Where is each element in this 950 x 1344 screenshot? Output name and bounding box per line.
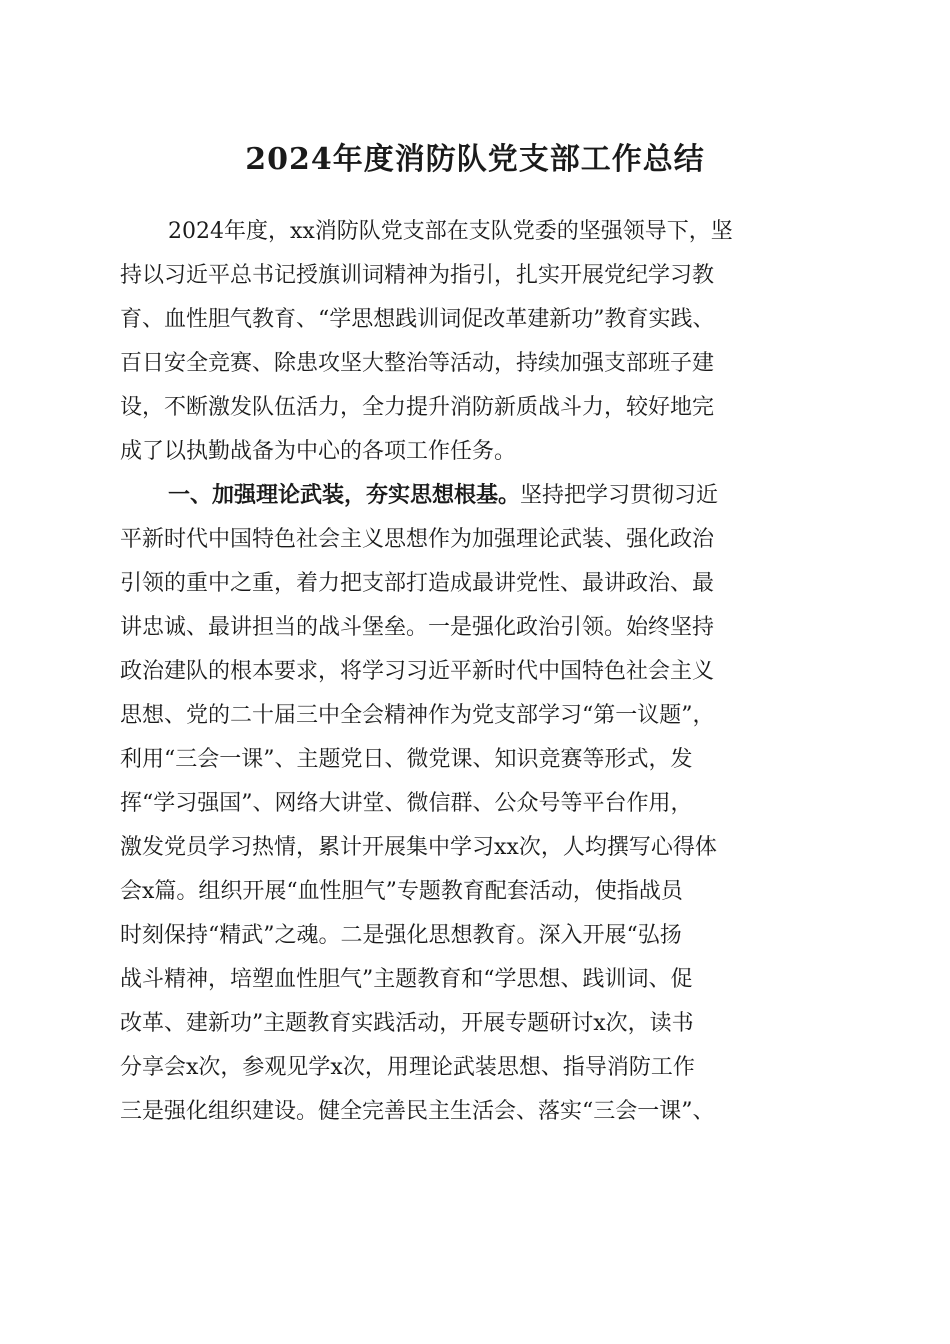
- text-line: 三是强化组织建设。健全完善民主生活会、落实“三会一课”、: [120, 1099, 715, 1124]
- text-line: 成了以执勤战备为中心的各项工作任务。: [120, 439, 517, 464]
- paragraph-section-1: [120, 474, 840, 1134]
- text-line: 激发党员学习热情，累计开展集中学习xx次，人均撰写心得体: [120, 835, 717, 860]
- text-line: 时刻保持“精武”之魂。二是强化思想教育。深入开展“弘扬: [120, 923, 682, 948]
- text-line: 思想、党的二十届三中全会精神作为党支部学习“第一议题”，: [120, 703, 715, 728]
- paragraph-intro: [120, 210, 840, 474]
- text-line: 挥“学习强国”、网络大讲堂、微信群、公众号等平台作用，: [120, 791, 693, 816]
- text-line: 2024年度，xx消防队党支部在支队党委的坚强领导下，坚: [168, 219, 733, 244]
- text-line: 持以习近平总书记授旗训词精神为指引，扎实开展党纪学习教: [120, 263, 715, 288]
- text-line: 百日安全竞赛、除患攻坚大整治等活动，持续加强支部班子建: [120, 351, 715, 376]
- section-heading: 一、加强理论武装，夯实思想根基。: [168, 483, 521, 508]
- text-line: 利用“三会一课”、主题党日、微党课、知识竞赛等形式，发: [120, 747, 693, 772]
- text-line: 引领的重中之重，着力把支部打造成最讲党性、最讲政治、最: [120, 571, 715, 596]
- text-line: 设，不断激发队伍活力，全力提升消防新质战斗力，较好地完: [120, 395, 715, 420]
- text-line: 会x篇。组织开展“血性胆气”专题教育配套活动，使指战员: [120, 879, 683, 904]
- text-line: [120, 474, 840, 518]
- text-line: 战斗精神，培塑血性胆气”主题教育和“学思想、践训词、促: [120, 967, 693, 992]
- document-title: 2024年度消防队党支部工作总结: [245, 142, 705, 177]
- text-line: 育、血性胆气教育、“学思想践训词促改革建新功”教育实践、: [120, 307, 715, 332]
- text-line: 政治建队的根本要求，将学习习近平新时代中国特色社会主义: [120, 659, 715, 684]
- text-line: 改革、建新功”主题教育实践活动，开展专题研讨x次，读书: [120, 1011, 694, 1036]
- section-heading-continuation: 坚持把学习贯彻习近: [520, 483, 719, 508]
- text-line: 分享会x次，参观见学x次，用理论武装思想、指导消防工作: [120, 1055, 695, 1080]
- text-line: 讲忠诚、最讲担当的战斗堡垒。一是强化政治引领。始终坚持: [120, 615, 715, 640]
- text-line: 平新时代中国特色社会主义思想作为加强理论武装、强化政治: [120, 527, 715, 552]
- document-body: [120, 210, 840, 1134]
